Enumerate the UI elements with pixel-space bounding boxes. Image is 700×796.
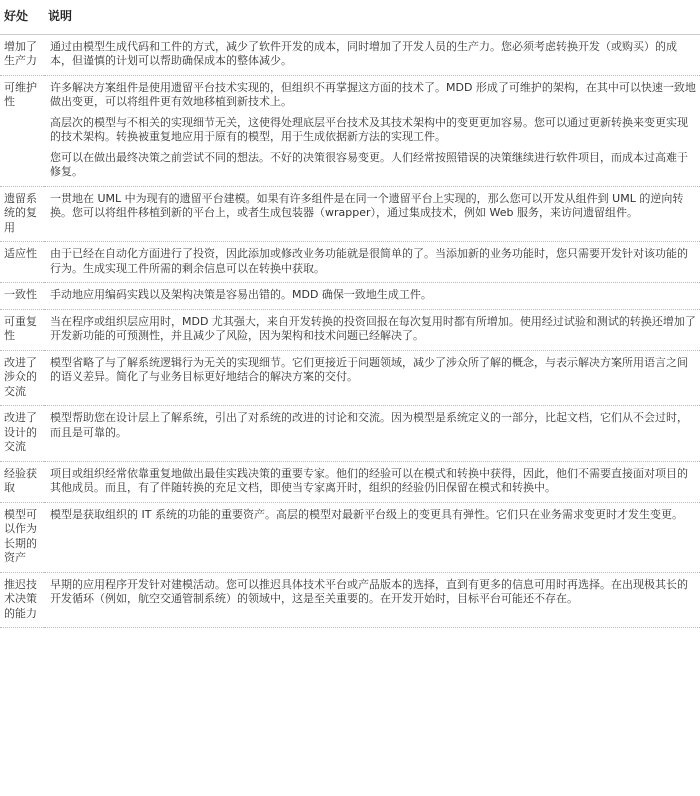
description-paragraph: 一贯地在 UML 中为现有的遗留平台建模。如果有许多组件是在同一个遗留平台上实现的，那么您可以开发从组件到 UML 的逆向转换。您可以将组件移植到新的平台上，或者生成包装器（wrapper），通过集成技术，例如 Web 服务，来访问遗留组件。 (50, 191, 684, 219)
description-cell (44, 461, 700, 502)
benefit-cell: 改进了涉众的交流 (0, 350, 44, 406)
description-cell (44, 502, 700, 572)
table-row (0, 34, 700, 75)
description-paragraph: 早期的应用程序开发针对建模活动。您可以推迟具体技术平台或产品版本的选择，直到有更多的信息可用时再选择。在出现极其长的开发循环（例如，航空交通管制系统）的领域中，这是至关重要的。在开发开始时，目标平台可能还不存在。 (50, 577, 688, 605)
description-paragraph: 由于已经在自动化方面进行了投资，因此添加或修改业务功能就是很简单的了。当添加新的业务功能时，您只需要开发针对该功能的行为。生成实现工件所需的剩余信息可以在转换中获取。 (50, 247, 688, 275)
description-cell (44, 242, 700, 283)
table-row (0, 283, 700, 310)
header-benefit: 好处 (0, 0, 44, 34)
table-row (0, 461, 700, 502)
description-cell (44, 75, 700, 186)
benefit-cell: 适应性 (0, 242, 44, 283)
description-paragraph: 手动地应用编码实践以及架构决策是容易出错的。MDD 确保一致地生成工件。 (50, 288, 432, 301)
benefit-cell: 推迟技术决策的能力 (0, 572, 44, 628)
description-paragraph: 模型省略了与了解系统逻辑行为无关的实现细节。它们更接近于问题领域，减少了涉众所了解的概念，与表示解决方案所用语言之间的语义差异。简化了与业务目标更好地结合的解决方案的交付。 (50, 355, 688, 383)
description-cell (44, 309, 700, 350)
description-paragraph: 模型帮助您在设计层上了解系统，引出了对系统的改进的讨论和交流。因为模型是系统定义的一部分，比起文档，它们从不会过时，而且是可靠的。 (50, 411, 688, 439)
benefit-cell: 可维护性 (0, 75, 44, 186)
description-cell (44, 350, 700, 406)
benefit-cell: 遗留系统的复用 (0, 186, 44, 242)
benefit-cell: 可重复性 (0, 309, 44, 350)
description-paragraph: 当在程序或组织层应用时，MDD 尤其强大，来自开发转换的投资回报在每次复用时都有所增加。使用经过试验和测试的转换还增加了开发新功能的可预测性，并且减少了风险，因为架构和技术问题已经解决了。 (50, 314, 696, 342)
description-cell (44, 406, 700, 462)
benefit-cell: 改进了设计的交流 (0, 406, 44, 462)
description-paragraph: 项目或组织经常依靠重复地做出最佳实践决策的重要专家。他们的经验可以在模式和转换中获得，因此，他们不需要直接面对项目的其他成员。而且，有了伴随转换的充足文档，即使当专家离开时，组织的经验仍旧保留在模式和转换中。 (50, 466, 688, 494)
description-paragraph: 许多解决方案组件是使用遗留平台技术实现的，但组织不再掌握这方面的技术了。MDD 形成了可维护的架构，在其中可以快速一致地做出变更，可以将组件更有效地移植到新技术上。 (50, 80, 696, 108)
table-header-row (0, 0, 700, 34)
description-cell (44, 572, 700, 628)
benefit-cell: 经验获取 (0, 461, 44, 502)
description-paragraph: 高层次的模型与不相关的实现细节无关，这使得处理底层平台技术及其技术架构中的变更更加容易。您可以通过更新转换来变更实现的技术架构。转换被重复地应用于原有的模型，用于生成依据新方法的实现工件。 (50, 115, 688, 143)
table-row (0, 406, 700, 462)
description-cell (44, 34, 700, 75)
table-row (0, 502, 700, 572)
table-row (0, 242, 700, 283)
description-paragraph: 通过由模型生成代码和工件的方式，减少了软件开发的成本，同时增加了开发人员的生产力。您必须考虑转换开发（或购买）的成本，但谨慎的计划可以帮助确保成本的整体减少。 (50, 39, 677, 67)
benefit-cell: 增加了生产力 (0, 34, 44, 75)
table-row (0, 186, 700, 242)
header-description: 说明 (44, 0, 700, 34)
description-paragraph: 模型是获取组织的 IT 系统的功能的重要资产。高层的模型对最新平台级上的变更具有弹性。它们只在业务需求变更时才发生变更。 (50, 507, 683, 521)
benefit-cell: 一致性 (0, 283, 44, 310)
description-cell (44, 283, 700, 310)
table-row (0, 350, 700, 406)
table-row (0, 572, 700, 628)
description-paragraph: 您可以在做出最终决策之前尝试不同的想法。不好的决策很容易变更。人们经常按照错误的决策继续进行软件项目，而成本过高难于修复。 (50, 150, 688, 178)
table-row (0, 75, 700, 186)
benefit-cell: 模型可以作为长期的资产 (0, 502, 44, 572)
description-cell (44, 186, 700, 242)
table-row (0, 309, 700, 350)
